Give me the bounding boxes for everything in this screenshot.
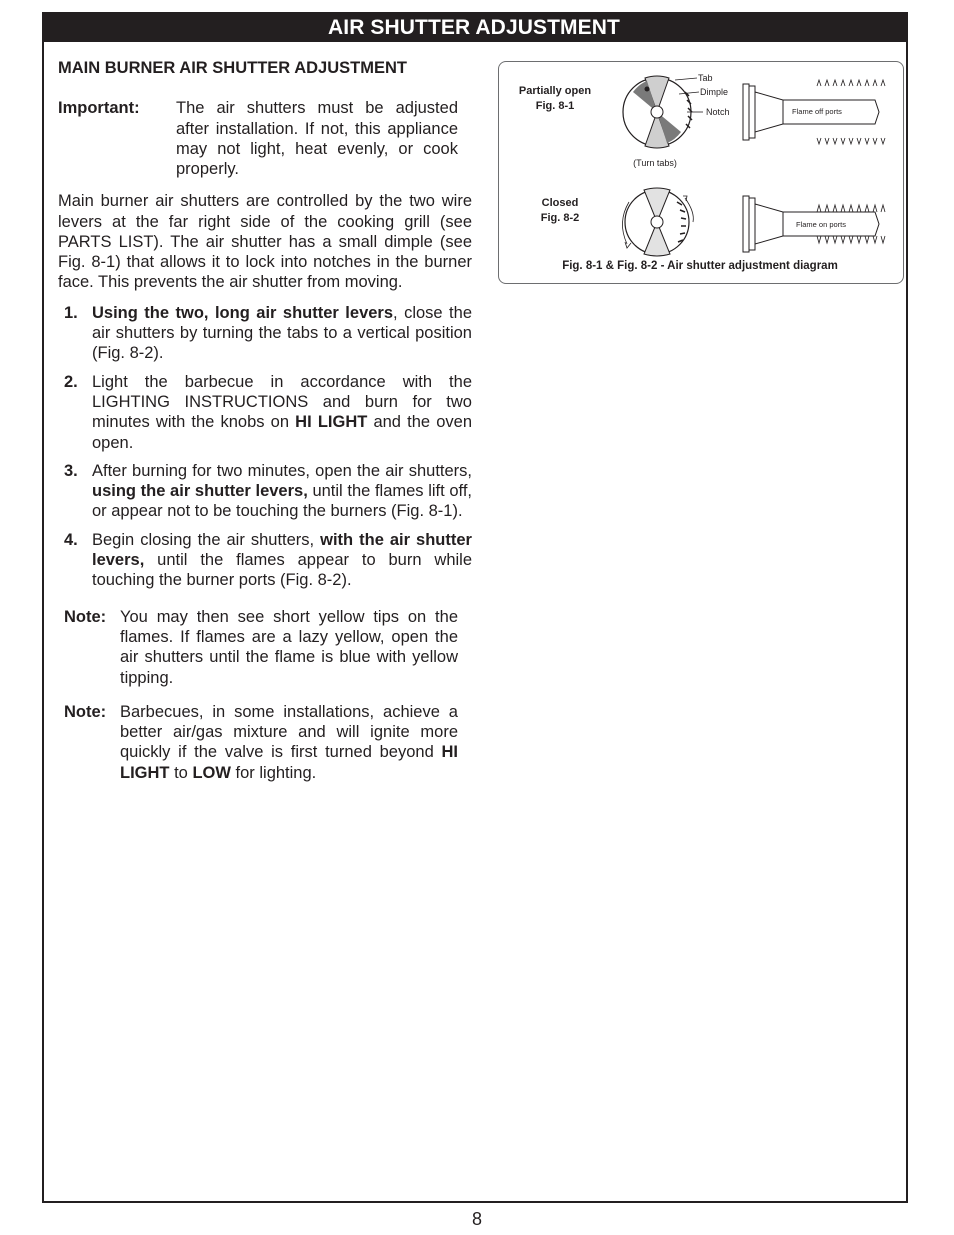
note-item (58, 702, 458, 783)
note-text: for lighting. (230, 763, 317, 782)
notch-label: Notch (706, 107, 730, 117)
air-shutter-figure (498, 61, 904, 284)
important-text: The air shutters must be adjusted after installation. If not, this appliance may not light, heat evenly, or cook properly. (176, 99, 458, 179)
step-bold-text: Using the two, long air shutter levers (92, 303, 394, 322)
note-item (58, 607, 458, 688)
step-text: , close the air shutters by turning the tabs to a vertical position (Fig. 8-2). (92, 303, 472, 363)
fig2-state-label: Closed (541, 197, 579, 209)
air-shutter-diagram (499, 62, 903, 283)
step-bold-text: HI LIGHT (295, 413, 368, 432)
step-text: Begin closing the air shutters, (92, 530, 321, 549)
dimple-leader-line (679, 92, 699, 94)
step-text: until the flames lift off, or appear not to be touching the burners (Fig. 8-1). (92, 482, 473, 521)
note-label: Note: (64, 607, 107, 626)
step-number: 1. (64, 303, 78, 322)
note-bold-text: HI LIGHT (120, 743, 458, 782)
note-label: Note: (64, 702, 107, 721)
note-bold-text: LOW (192, 763, 231, 782)
figure-caption: Fig. 8-1 & Fig. 8-2 - Air shutter adjustment diagram (562, 260, 838, 272)
step-text: Light the barbecue in accordance with the LIGHTING INSTRUCTIONS and burn for two minutes with the knobs on (92, 372, 472, 432)
title-bar (44, 14, 906, 42)
step-item (58, 303, 472, 364)
step-text: until the flames appear to burn while touching the burner ports (Fig. 8-2). (92, 551, 472, 590)
instructions-column (58, 58, 472, 783)
step-number: 4. (64, 530, 78, 549)
shutter-partially-open-icon (623, 76, 692, 148)
important-label: Important: (58, 99, 140, 118)
page-frame (42, 12, 908, 1203)
important-notice (58, 98, 472, 182)
fig1-number-label: Fig. 8-1 (535, 100, 575, 112)
step-item (58, 530, 472, 591)
step-text: and the oven open. (92, 413, 472, 452)
shutter-closed-icon (622, 188, 693, 256)
intro-paragraph: Main burner air shutters are controlled by the two wire levers at the far right side of the cooking grill (see PARTS LIST). The air shutter has a small dimple (see Fig. 8-1) that allows it to lock into notches in the burner face. This prevents the air shutter from moving. (58, 192, 472, 292)
section-heading: MAIN BURNER AIR SHUTTER ADJUSTMENT (58, 59, 407, 77)
step-number: 2. (64, 372, 78, 391)
fig2-number-label: Fig. 8-2 (540, 212, 580, 224)
note-text: to (169, 763, 193, 782)
step-bold-text: using the air shutter levers, (92, 482, 308, 501)
flame-off-label: Flame off ports (792, 107, 842, 116)
steps-list (58, 303, 472, 591)
step-item (58, 372, 472, 453)
step-text: After burning for two minutes, open the air shutters, (92, 461, 472, 480)
step-item (58, 461, 472, 522)
fig1-state-label: Partially open (518, 85, 592, 97)
note-text: You may then see short yellow tips on the flames. If flames are a lazy yellow, open the air shutters until the flame is blue with yellow tipping. (120, 607, 458, 687)
note-text: Barbecues, in some installations, achieve a better air/gas mixture and will ignite more quickly if the valve is first turned beyond (120, 702, 458, 762)
flame-on-label: Flame on ports (795, 220, 847, 229)
step-bold-text: with the air shutter levers, (92, 530, 472, 570)
tab-label: Tab (698, 73, 713, 83)
page-title: AIR SHUTTER ADJUSTMENT (328, 16, 620, 39)
step-number: 3. (64, 461, 78, 480)
tab-leader-line (675, 78, 697, 80)
turn-tabs-label: (Turn tabs) (633, 158, 677, 168)
dimple-label: Dimple (700, 87, 729, 97)
page-number: 8 (471, 1209, 482, 1229)
